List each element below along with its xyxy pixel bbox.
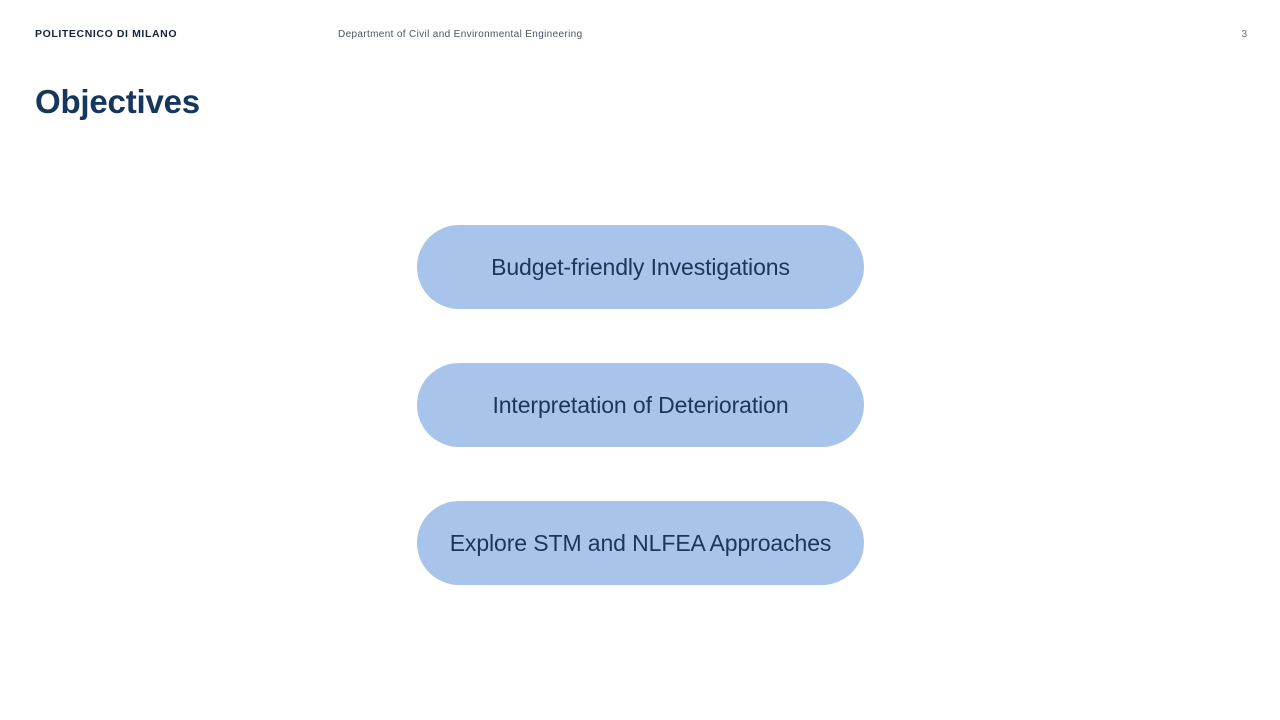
objective-pill bbox=[417, 363, 864, 447]
slide-header bbox=[0, 28, 1280, 48]
objective-label: Interpretation of Deterioration bbox=[492, 391, 789, 418]
objective-pill bbox=[417, 225, 864, 309]
objectives-list bbox=[417, 225, 864, 585]
institution-name: POLITECNICO DI MILANO bbox=[35, 28, 178, 40]
page-title: Objectives bbox=[35, 83, 200, 120]
objective-label: Explore STM and NLFEA Approaches bbox=[449, 529, 832, 556]
department-name: Department of Civil and Environmental Engineering bbox=[338, 29, 583, 40]
objective-label: Budget-friendly Investigations bbox=[491, 253, 790, 280]
page-number: 3 bbox=[1241, 29, 1247, 40]
objective-pill bbox=[417, 501, 864, 585]
